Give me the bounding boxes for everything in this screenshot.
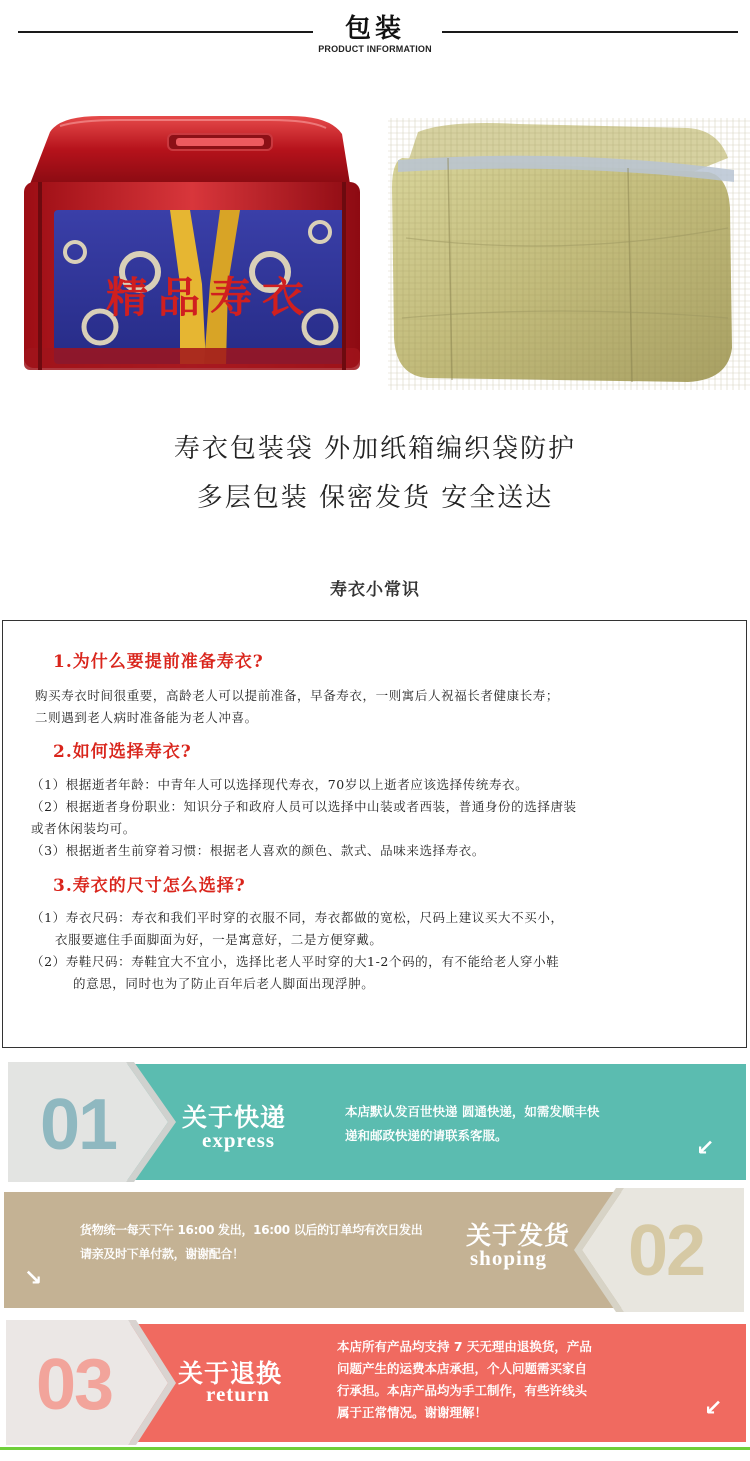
section-header [0, 0, 750, 70]
description-line: 递和邮政快递的请联系客服。 [345, 1128, 508, 1143]
service-title: 关于发货 [466, 1221, 571, 1250]
arrow-down-left-icon: ↘ [24, 1266, 43, 1291]
section-subtitle: PRODUCT INFORMATION [318, 44, 432, 54]
header-rule-right [442, 31, 738, 33]
service-subtitle: express [202, 1128, 276, 1152]
answer-line: 或者休闲装均可。 [31, 821, 136, 836]
answer-line: （2）根据逝者身份职业：知识分子和政府人员可以选择中山装或者西装，普通身份的选择唐装 [31, 799, 577, 814]
service-description [337, 1336, 592, 1424]
shipping-banner [0, 1188, 750, 1312]
service-description [345, 1100, 599, 1148]
description-line: 本店所有产品均支持 7 天无理由退换货，产品 [337, 1339, 592, 1354]
service-description [80, 1218, 422, 1266]
knowledge-heading: 寿衣小常识 [330, 580, 420, 600]
answer-line: 的意思，同时也为了防止百年后老人脚面出现浮肿。 [73, 976, 375, 991]
answer-line: （1）寿衣尺码：寿衣和我们平时穿的衣服不同，寿衣都做的宽松，尺码上建议买大不买小， [31, 910, 564, 925]
answer-line: （1）根据逝者年龄：中青年人可以选择现代寿衣，70岁以上逝者应该选择传统寿衣。 [31, 777, 529, 792]
service-subtitle: shoping [470, 1246, 548, 1270]
arrow-down-left-icon: ↙ [696, 1136, 715, 1161]
question-1: 1.为什么要提前准备寿衣? [53, 652, 264, 672]
question-2: 2.如何选择寿衣? [53, 742, 192, 762]
description-line: 属于正常情况。谢谢理解！ [337, 1405, 488, 1420]
service-number: 01 [40, 1085, 117, 1165]
answer-line: （3）根据逝者生前穿着习惯：根据老人喜欢的颜色、款式、品味来选择寿衣。 [31, 843, 485, 858]
answer-line: 衣服要遮住手面脚面为好，一是寓意好，二是方便穿戴。 [55, 932, 383, 947]
express-banner [0, 1062, 750, 1182]
product-bag-photo [20, 112, 360, 380]
service-title: 关于快递 [182, 1103, 287, 1132]
description-line: 请亲及时下单付款，谢谢配合！ [80, 1247, 244, 1261]
arrow-down-left-icon: ↙ [704, 1396, 723, 1421]
description-line: 本店默认发百世快递 圆通快递，如需发顺丰快 [345, 1104, 600, 1119]
knowledge-box [2, 620, 747, 1048]
question-3: 3.寿衣的尺寸怎么选择? [53, 876, 246, 896]
bottom-divider [0, 1447, 750, 1450]
service-number: 03 [36, 1345, 113, 1425]
return-banner [0, 1320, 750, 1445]
description-line: 问题产生的运费本店承担，个人问题需买家自 [337, 1361, 588, 1376]
answer-line: （2）寿鞋尺码：寿鞋宜大不宜小，选择比老人平时穿的大1-2个码的，有不能给老人穿小鞋 [31, 954, 560, 969]
answer-line: 购买寿衣时间很重要，高龄老人可以提前准备，早备寿衣，一则寓后人祝福长者健康长寿； [35, 688, 560, 703]
answer-line: 二则遇到老人病时准备能为老人冲喜。 [35, 710, 258, 725]
description-line: 行承担。本店产品均为手工制作，有些许线头 [337, 1383, 588, 1398]
packaging-caption-2: 多层包装 保密发货 安全送达 [196, 483, 554, 513]
packaging-caption-1: 寿衣包装袋 外加纸箱编织袋防护 [173, 434, 577, 464]
service-title: 关于退换 [178, 1359, 283, 1388]
service-number: 02 [628, 1211, 705, 1291]
service-subtitle: return [206, 1382, 270, 1406]
product-sack-photo [388, 118, 750, 390]
bag-label: 精品寿衣 [105, 273, 315, 322]
section-title: 包装 [344, 14, 405, 44]
description-line: 货物统一每天下午 16:00 发出，16:00 以后的订单均有次日发出 [80, 1223, 423, 1237]
